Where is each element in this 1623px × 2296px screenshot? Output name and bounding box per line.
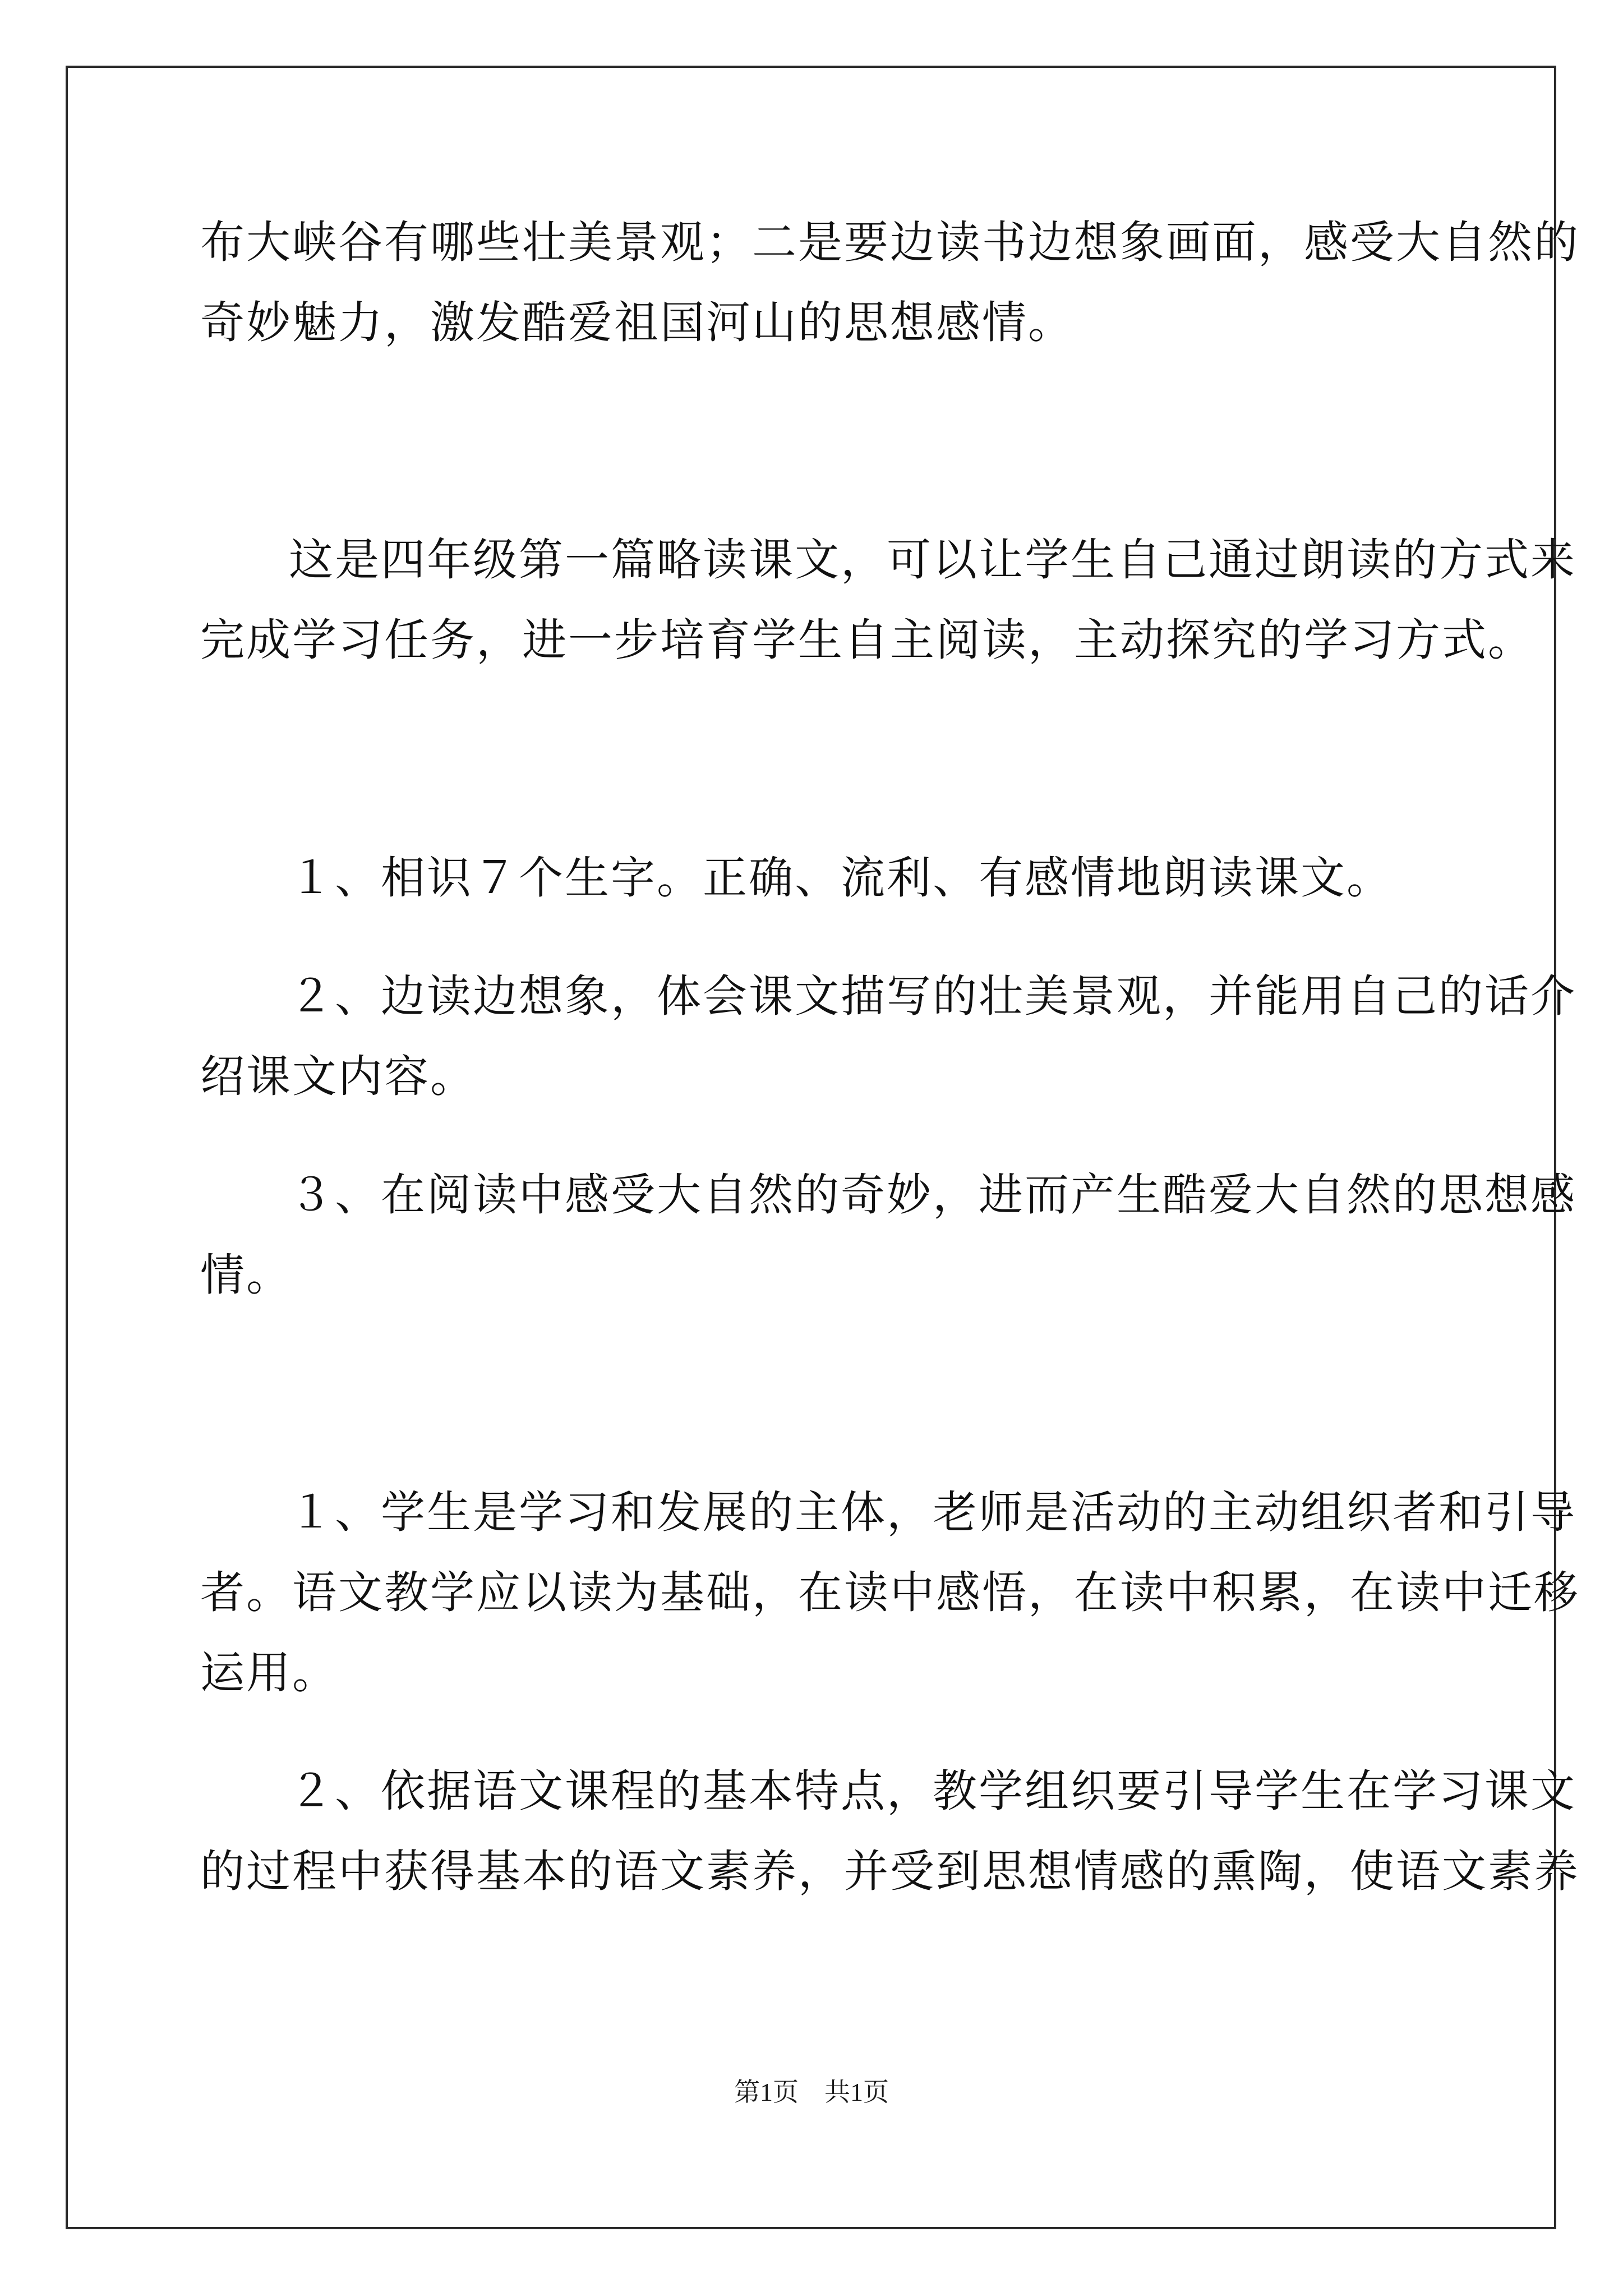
list-item: ３、在阅读中感受大自然的奇妙，进而产生酷爱大自然的思想感	[289, 1169, 1576, 1221]
paragraph-line: 奇妙魅力，激发酷爱祖国河山的思想感情。	[200, 297, 1074, 348]
list-item: ２、边读边想象，体会课文描写的壮美景观，并能用自己的话介	[289, 970, 1576, 1022]
page-number-footer: 第1页 共1页	[734, 2078, 889, 2106]
list-item: １、学生是学习和发展的主体，老师是活动的主动组织者和引导	[289, 1487, 1576, 1538]
list-item: １、相识７个生字。正确、流利、有感情地朗读课文。	[289, 852, 1393, 904]
paragraph-line: 布大峡谷有哪些壮美景观；二是要边读书边想象画面，感受大自然的	[200, 217, 1580, 268]
paragraph-line: 这是四年级第一篇略读课文，可以让学生自己通过朗读的方式来	[289, 534, 1576, 586]
list-item: ２、依据语文课程的基本特点，教学组织要引导学生在学习课文	[289, 1765, 1576, 1817]
paragraph-line: 情。	[200, 1249, 292, 1301]
page-border	[66, 66, 1556, 2229]
paragraph-line: 运用。	[200, 1647, 338, 1699]
paragraph-line: 者。语文教学应以读为基础，在读中感悟，在读中积累，在读中迁移	[200, 1567, 1580, 1618]
paragraph-line: 的过程中获得基本的语文素养，并受到思想情感的熏陶，使语文素养	[200, 1846, 1580, 1897]
paragraph-line: 绍课文内容。	[200, 1051, 476, 1102]
paragraph-line: 完成学习任务，进一步培育学生自主阅读，主动探究的学习方式。	[200, 614, 1534, 666]
